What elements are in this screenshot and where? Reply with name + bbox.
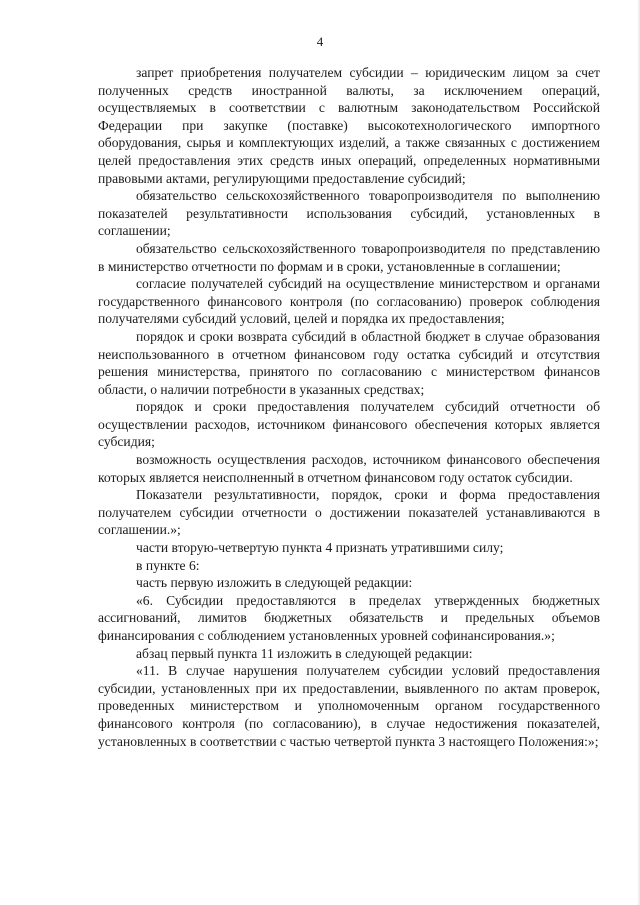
- paragraph-repeal-clause-4: части вторую-четвертую пункта 4 признать утратившими силу;: [136, 540, 504, 556]
- paragraph-reporting-obligation: обязательство сельскохозяйственного товаропроизводителя по представлению в министерство отчетности по формам и в сроки, установленные в соглашении;: [98, 240, 600, 274]
- page-number: 4: [316, 34, 324, 49]
- paragraph-clause-11-intro: абзац первый пункта 11 изложить в следующей редакции:: [136, 645, 473, 661]
- paragraph-expense-reporting: порядок и сроки предоставления получателем субсидий отчетности об осуществлении расходов, источником финансового обеспечения которых является субсидия;: [98, 399, 600, 450]
- paragraph-remaining-funds: возможность осуществления расходов, источником финансового обеспечения которых является неисполненный в отчетном финансовом году остаток субсидии.: [98, 452, 600, 485]
- paragraph-part-one-intro: часть первую изложить в следующей редакции:: [136, 575, 413, 591]
- paragraph-clause-6-intro: в пункте 6:: [136, 557, 200, 573]
- paragraph-clause-6-text: «6. Субсидии предоставляются в пределах утвержденных бюджетных ассигнований, лимитов бюджетных обязательств и предельных объемов финансирования с соблюдением установленных уровней софинансирования.»;: [98, 592, 600, 643]
- paragraph-performance-obligation: обязательство сельскохозяйственного товаропроизводителя по выполнению показателей результативности использования субсидий, установленных в соглашении;: [98, 188, 600, 239]
- paragraph-currency-ban: запрет приобретения получателем субсидии – юридическим лицом за счет полученных средств иностранной валюты, за исключением операций, осуществляемых в соответствии с валютным законодательством Российской Федерации при закупке (поставке) высокотехнологического импортного оборудования, сырья и комплектующих изделий, а также связанных с достижением целей предоставления этих средств иных операций, определенных нормативными правовыми актами, регулирующими предоставление субсидий;: [98, 65, 600, 186]
- paragraph-performance-indicators: Показатели результативности, порядок, сроки и форма предоставления получателем субсидии отчетности о достижении показателей устанавливаются в соглашении.»;: [98, 487, 600, 538]
- document-body: [98, 64, 600, 750]
- paragraph-inspection-consent: согласие получателей субсидий на осуществление министерством и органами государственного финансового контроля (по согласованию) проверок соблюдения получателями субсидий условий, целей и порядка их предоставления;: [98, 276, 600, 327]
- paragraph-refund-procedure: порядок и сроки возврата субсидий в областной бюджет в случае образования неиспользованного в отчетном финансовом году остатка субсидий и отсутствия решения министерства, принятого по согласованию с министерством финансов области, о наличии потребности в указанных средствах;: [98, 328, 600, 397]
- paragraph-clause-11-text: «11. В случае нарушения получателем субсидии условий предоставления субсидии, установленных при их предоставлении, выявленного по актам проверок, проведенных министерством и уполномоченным органом государственного финансового контроля (по согласованию), в случае недостижения показателей, установленных в соответствии с частью четвертой пункта 3 настоящего Положения:»;: [98, 663, 600, 749]
